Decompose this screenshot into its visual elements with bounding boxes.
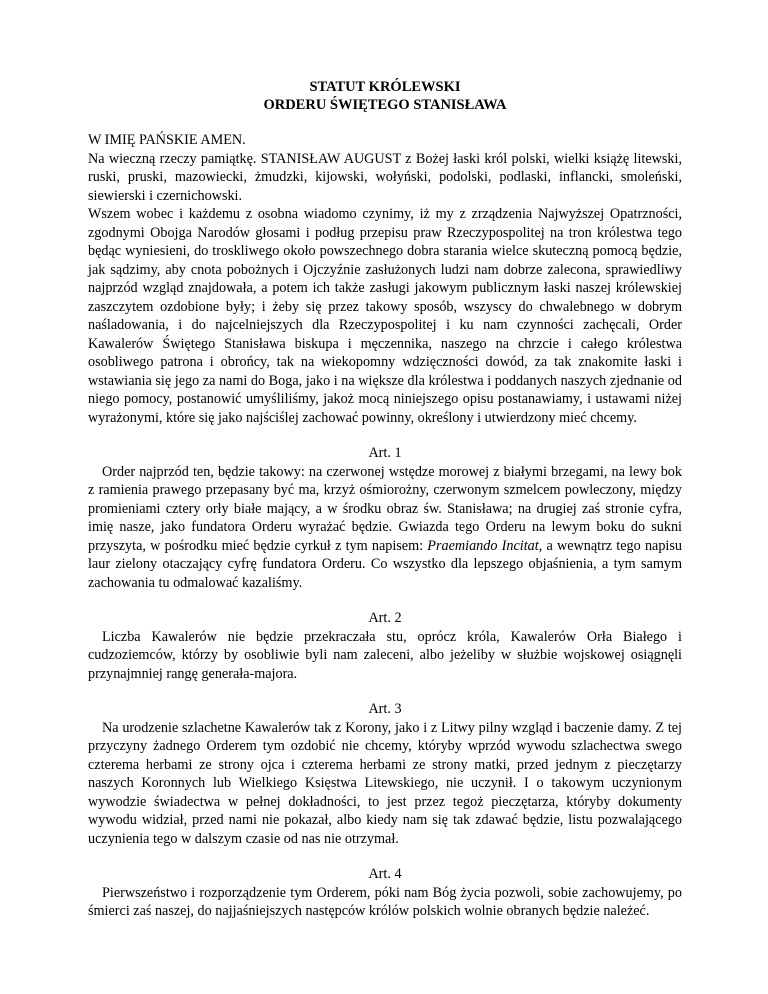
document-title	[88, 78, 682, 114]
title-line-2: ORDERU ŚWIĘTEGO STANISŁAWA	[263, 97, 507, 113]
document-page	[88, 78, 682, 921]
article-4-text: Pierwszeństwo i rozporządzenie tym Orderem, póki nam Bóg życia pozwoli, sobie zachowujemy, po śmierci zaś naszej, do najjaśniejszych następców królów polskich wolnie obranych będzie należeć.	[88, 884, 682, 919]
article-1-text-before: Order najprzód ten, będzie takowy: na czerwonej wstędze morowej z białymi brzegami, na lewy bok z ramienia prawego przepasany być ma, krzyż ośmiorożny, czerwonym szmelcem powleczony, między promieniami cztery orły białe mający, a w środku obraz św. Stanisława; na drugiej zaś stronie cyfra, imię nasze, jako fundatora Orderu wyrażać będzie. Gwiazda tego Orderu na lewym boku do sukni przyszyta, w pośrodku mieć będzie cyrkuł z tym napisem:	[88, 463, 682, 554]
article-2-heading: Art. 2	[368, 610, 402, 626]
article-1-heading: Art. 1	[368, 445, 402, 461]
article-4-heading: Art. 4	[368, 866, 402, 882]
article-2-text: Liczba Kawalerów nie będzie przekraczała stu, oprócz króla, Kawalerów Orła Białego i cudzoziemców, którzy by osobliwie byli nam zaleceni, albo jeżeliby w służbie wojskowej osiągnęli przynajmniej rangę generała-majora.	[88, 628, 682, 682]
preamble-intro: Na wieczną rzeczy pamiątkę. STANISŁAW AUGUST z Bożej łaski król polski, wielki książę litewski, ruski, pruski, mazowiecki, żmudzki, kijowski, wołyński, podolski, podlaski, inflancki, smoleński, siewierski i czernichowski.	[88, 150, 682, 204]
preamble-body: Wszem wobec i każdemu z osobna wiadomo czynimy, iż my z zrządzenia Najwyższej Opatrzności, zgodnymi Obojga Narodów głosami i podług przepisu praw Rzeczypospolitej na tron królestwa tego będąc wyniesieni, do troskliwego około powszechnego dobra starania wielce skuteczną pomocą będzie, jak sądzimy, aby cnota pobożnych i Ojczyźnie zasłużonych ludzi nam dobrze zalecona, sprawiedliwy najprzód wzgląd znajdowała, a potem ich także zasługi jakowym publicznym łaski naszej królewskiej zaszczytem ozdobione były; i żeby się przez takowy sposób, wszyscy do chwalebnego w dobrym naśladowania, i do najcelniejszych dla Rzeczypospolitej i ku nam czynności zachęcali, Order Kawalerów Świętego Stanisława biskupa i męczennika, naszego na chrzcie i całego królestwa osobliwego patrona i obrońcy, tak na wiekopomny wdzięczności dowód, za tak znakomite łaski i wstawiania się jego za nami do Boga, jako i na większe dla królestwa i poddanych naszych zjednanie od niego pomocy, postanowić umyśliliśmy, jakoż mocą niniejszego opisu postanawiamy, i ustawami niżej wyrażonymi, które się jako najściślej zachować powinny, określony i utwierdzony mieć chcemy.	[88, 206, 682, 426]
article-3-heading: Art. 3	[368, 701, 402, 717]
order-motto: Praemiando Incitat	[427, 537, 539, 554]
article-1-text	[88, 463, 682, 593]
title-line-1: STATUT KRÓLEWSKI	[309, 79, 461, 95]
article-1-text-after: , a wewnątrz tego napisu laur zielony otaczający cyfrę fundatora Orderu. Co wszystko dla lepszego objaśnienia, a tym samym zachowania tu odmalować kazaliśmy.	[88, 537, 682, 591]
article-3-text: Na urodzenie szlachetne Kawalerów tak z Korony, jako i z Litwy pilny wzgląd i baczenie damy. Z tej przyczyny żadnego Orderem tym ozdobić nie chcemy, któryby wprzód wywodu szlachectwa swego czterema herbami ze strony ojca i czterema herbami ze strony matki, przed jednym z pieczętarzy naszych Koronnych lub Wielkiego Księstwa Litewskiego, nie uczynił. I o takowym uczynionym wywodzie świadectwa w pełnej dokładności, to jest przez tegoż pieczętarza, któryby dokumenty wywodu widział, przed nami nie pokazał, albo kiedy nam się tak zdawać będzie, listu pozwalającego uczynienia tego w dalszym czasie od nas nie otrzymał.	[88, 719, 682, 847]
invocation: W IMIĘ PAŃSKIE AMEN.	[88, 132, 246, 148]
